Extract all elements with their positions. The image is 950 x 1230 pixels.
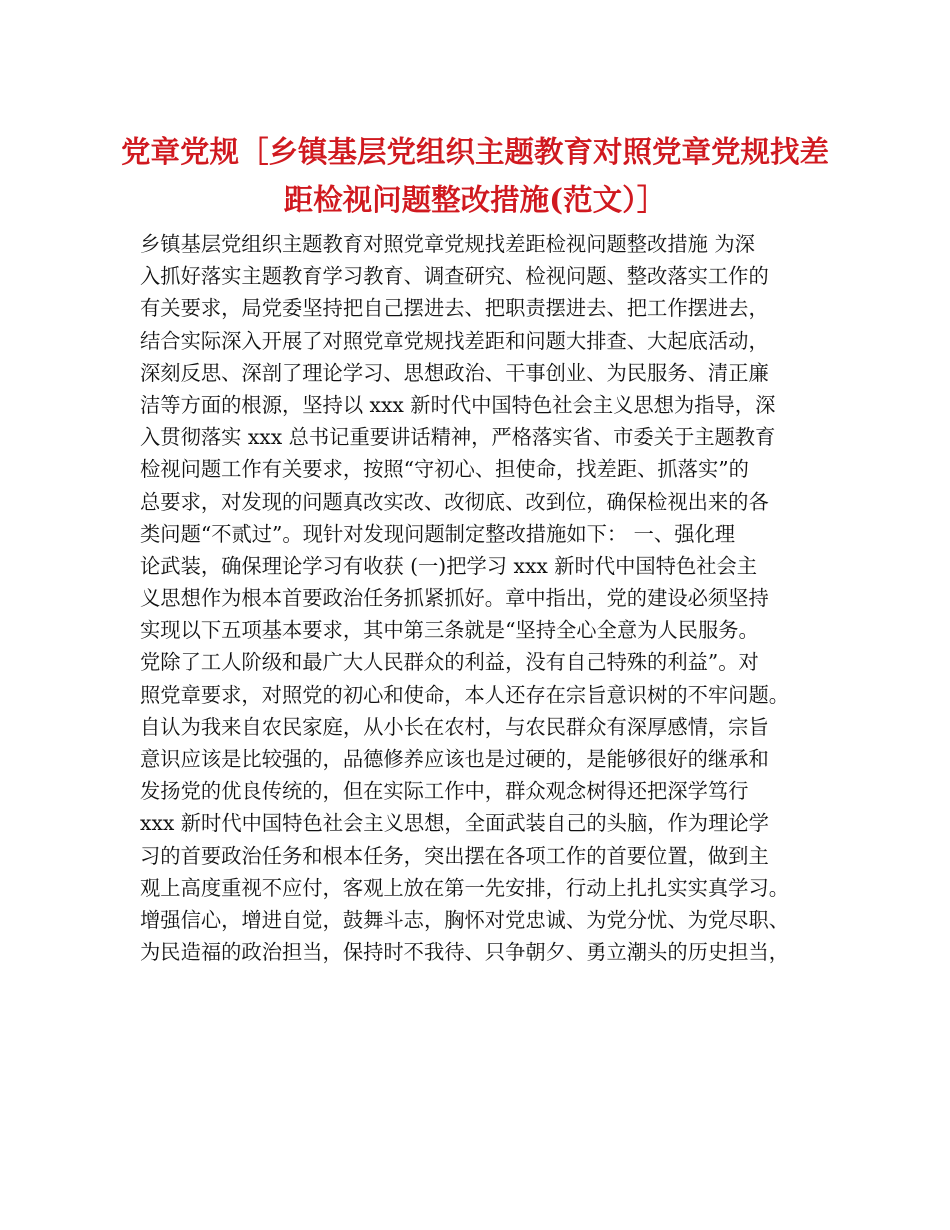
body-line: 观上高度重视不应付，客观上放在第一先安排，行动上扎扎实实真学习。 xyxy=(140,875,790,900)
title-line: 距检视问题整改措施(范文）］ xyxy=(283,182,667,217)
body-line: 结合实际深入开展了对照党章党规找差距和问题大排查、大起底活动， xyxy=(140,328,769,353)
body-line: 入贯彻落实 xxx 总书记重要讲话精神，严格落实省、市委关于主题教育 xyxy=(140,425,776,450)
body-line: 有关要求，局党委坚持把自己摆进去、把职责摆进去、把工作摆进去， xyxy=(140,296,769,321)
body-line: 深刻反思、深剖了理论学习、思想政治、干事创业、为民服务、清正廉 xyxy=(140,360,769,385)
body-line: 义思想作为根本首要政治任务抓紧抓好。章中指出，党的建设必须坚持 xyxy=(140,586,769,611)
body-line: 实现以下五项基本要求，其中第三条就是“坚持全心全意为人民服务。 xyxy=(140,618,759,643)
body-line: 洁等方面的根源，坚持以 xxx 新时代中国特色社会主义思想为指导，深 xyxy=(140,392,776,417)
document-body xyxy=(140,228,830,968)
body-line: 入抓好落实主题教育学习教育、调查研究、检视问题、整改落实工作的 xyxy=(140,264,769,289)
body-line: 增强信心，增进自觉，鼓舞斗志，胸怀对党忠诚、为党分忧、为党尽职、 xyxy=(140,907,790,932)
body-line: 意识应该是比较强的，品德修养应该也是过硬的，是能够很好的继承和 xyxy=(140,747,769,771)
body-line: 习的首要政治任务和根本任务，突出摆在各项工作的首要位置，做到主 xyxy=(140,843,769,868)
body-line: 总要求，对发现的问题真改实改、改彻底、改到位，确保检视出来的各 xyxy=(140,489,769,514)
body-line: 类问题“不贰过”。现针对发现问题制定整改措施如下： 一、强化理 xyxy=(140,521,736,546)
body-line: 照党章要求，对照党的初心和使命，本人还存在宗旨意识树的不牢问题。 xyxy=(140,682,790,707)
body-line: 检视问题工作有关要求，按照“守初心、担使命，找差距、抓落实”的 xyxy=(140,457,749,482)
body-line: 发扬党的优良传统的，但在实际工作中，群众观念树得还把深学笃行 xyxy=(140,779,749,804)
body-line: 论武装，确保理论学习有收获 (一)把学习 xxx 新时代中国特色社会主 xyxy=(140,553,758,578)
document-title xyxy=(100,128,850,224)
body-line: 自认为我来自农民家庭，从小长在农村，与农民群众有深厚感情，宗旨 xyxy=(140,714,769,739)
body-line: xxx 新时代中国特色社会主义思想，全面武装自己的头脑，作为理论学 xyxy=(140,811,769,836)
body-line: 党除了工人阶级和最广大人民群众的利益，没有自己特殊的利益”。对 xyxy=(140,650,759,675)
title-line: 党章党规［乡镇基层党组织主题教育对照党章党规找差 xyxy=(120,134,829,169)
body-line: 为民造福的政治担当，保持时不我待、只争朝夕、勇立潮头的历史担当， xyxy=(140,940,790,965)
body-line: 乡镇基层党组织主题教育对照党章党规找差距检视问题整改措施 为深 xyxy=(140,232,755,256)
